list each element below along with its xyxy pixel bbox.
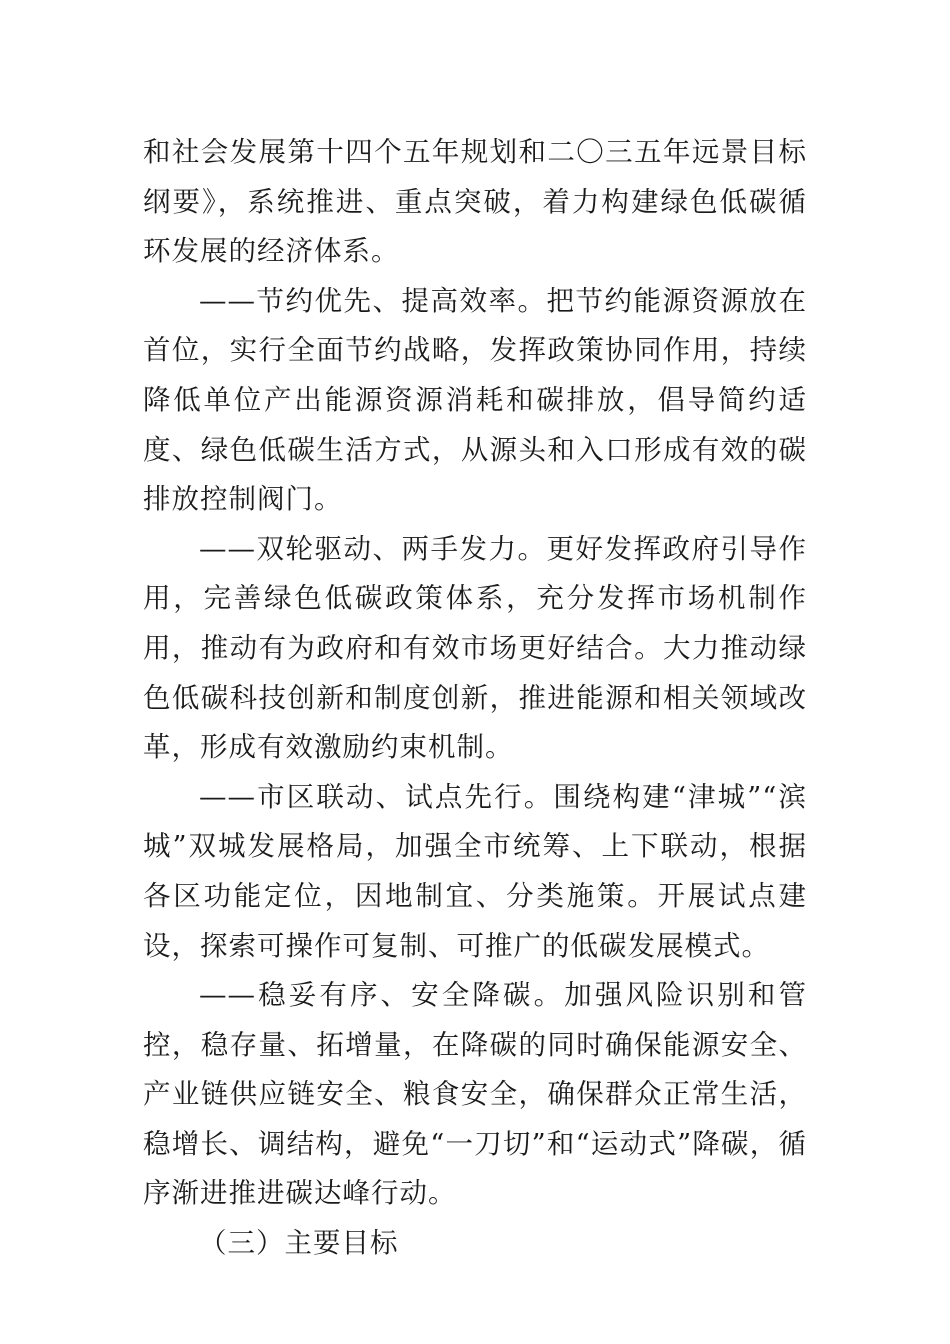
paragraph-principle-saving: ——节约优先、提高效率。把节约能源资源放在首位，实行全面节约战略，发挥政策协同作用，持续降低单位产出能源资源消耗和碳排放，倡导简约适度、绿色低碳生活方式，从源头和入口形成有效的碳排放控制阀门。 <box>143 284 807 516</box>
paragraph-principle-linkage: ——市区联动、试点先行。围绕构建“津城”“滨城”双城发展格局，加强全市统筹、上下联动，根据各区功能定位，因地制宜、分类施策。开展试点建设，探索可操作可复制、可推广的低碳发展模式。 <box>143 780 807 962</box>
paragraph-principle-dual-drive: ——双轮驱动、两手发力。更好发挥政府引导作用，完善绿色低碳政策体系，充分发挥市场机制作用，推动有为政府和有效市场更好结合。大力推动绿色低碳科技创新和制度创新，推进能源和相关领域改革，形成有效激励约束机制。 <box>143 532 807 764</box>
paragraph-continuation: 和社会发展第十四个五年规划和二〇三五年远景目标纲要》，系统推进、重点突破，着力构建绿色低碳循环发展的经济体系。 <box>143 136 807 268</box>
paragraph-principle-safety: ——稳妥有序、安全降碳。加强风险识别和管控，稳存量、拓增量，在降碳的同时确保能源安全、产业链供应链安全、粮食安全，确保群众正常生活，稳增长、调结构，避免“一刀切”和“运动式”降碳，循序渐进推进碳达峰行动。 <box>143 979 807 1210</box>
document-body <box>143 128 807 1269</box>
section-heading: （三）主要目标 <box>199 1227 399 1260</box>
